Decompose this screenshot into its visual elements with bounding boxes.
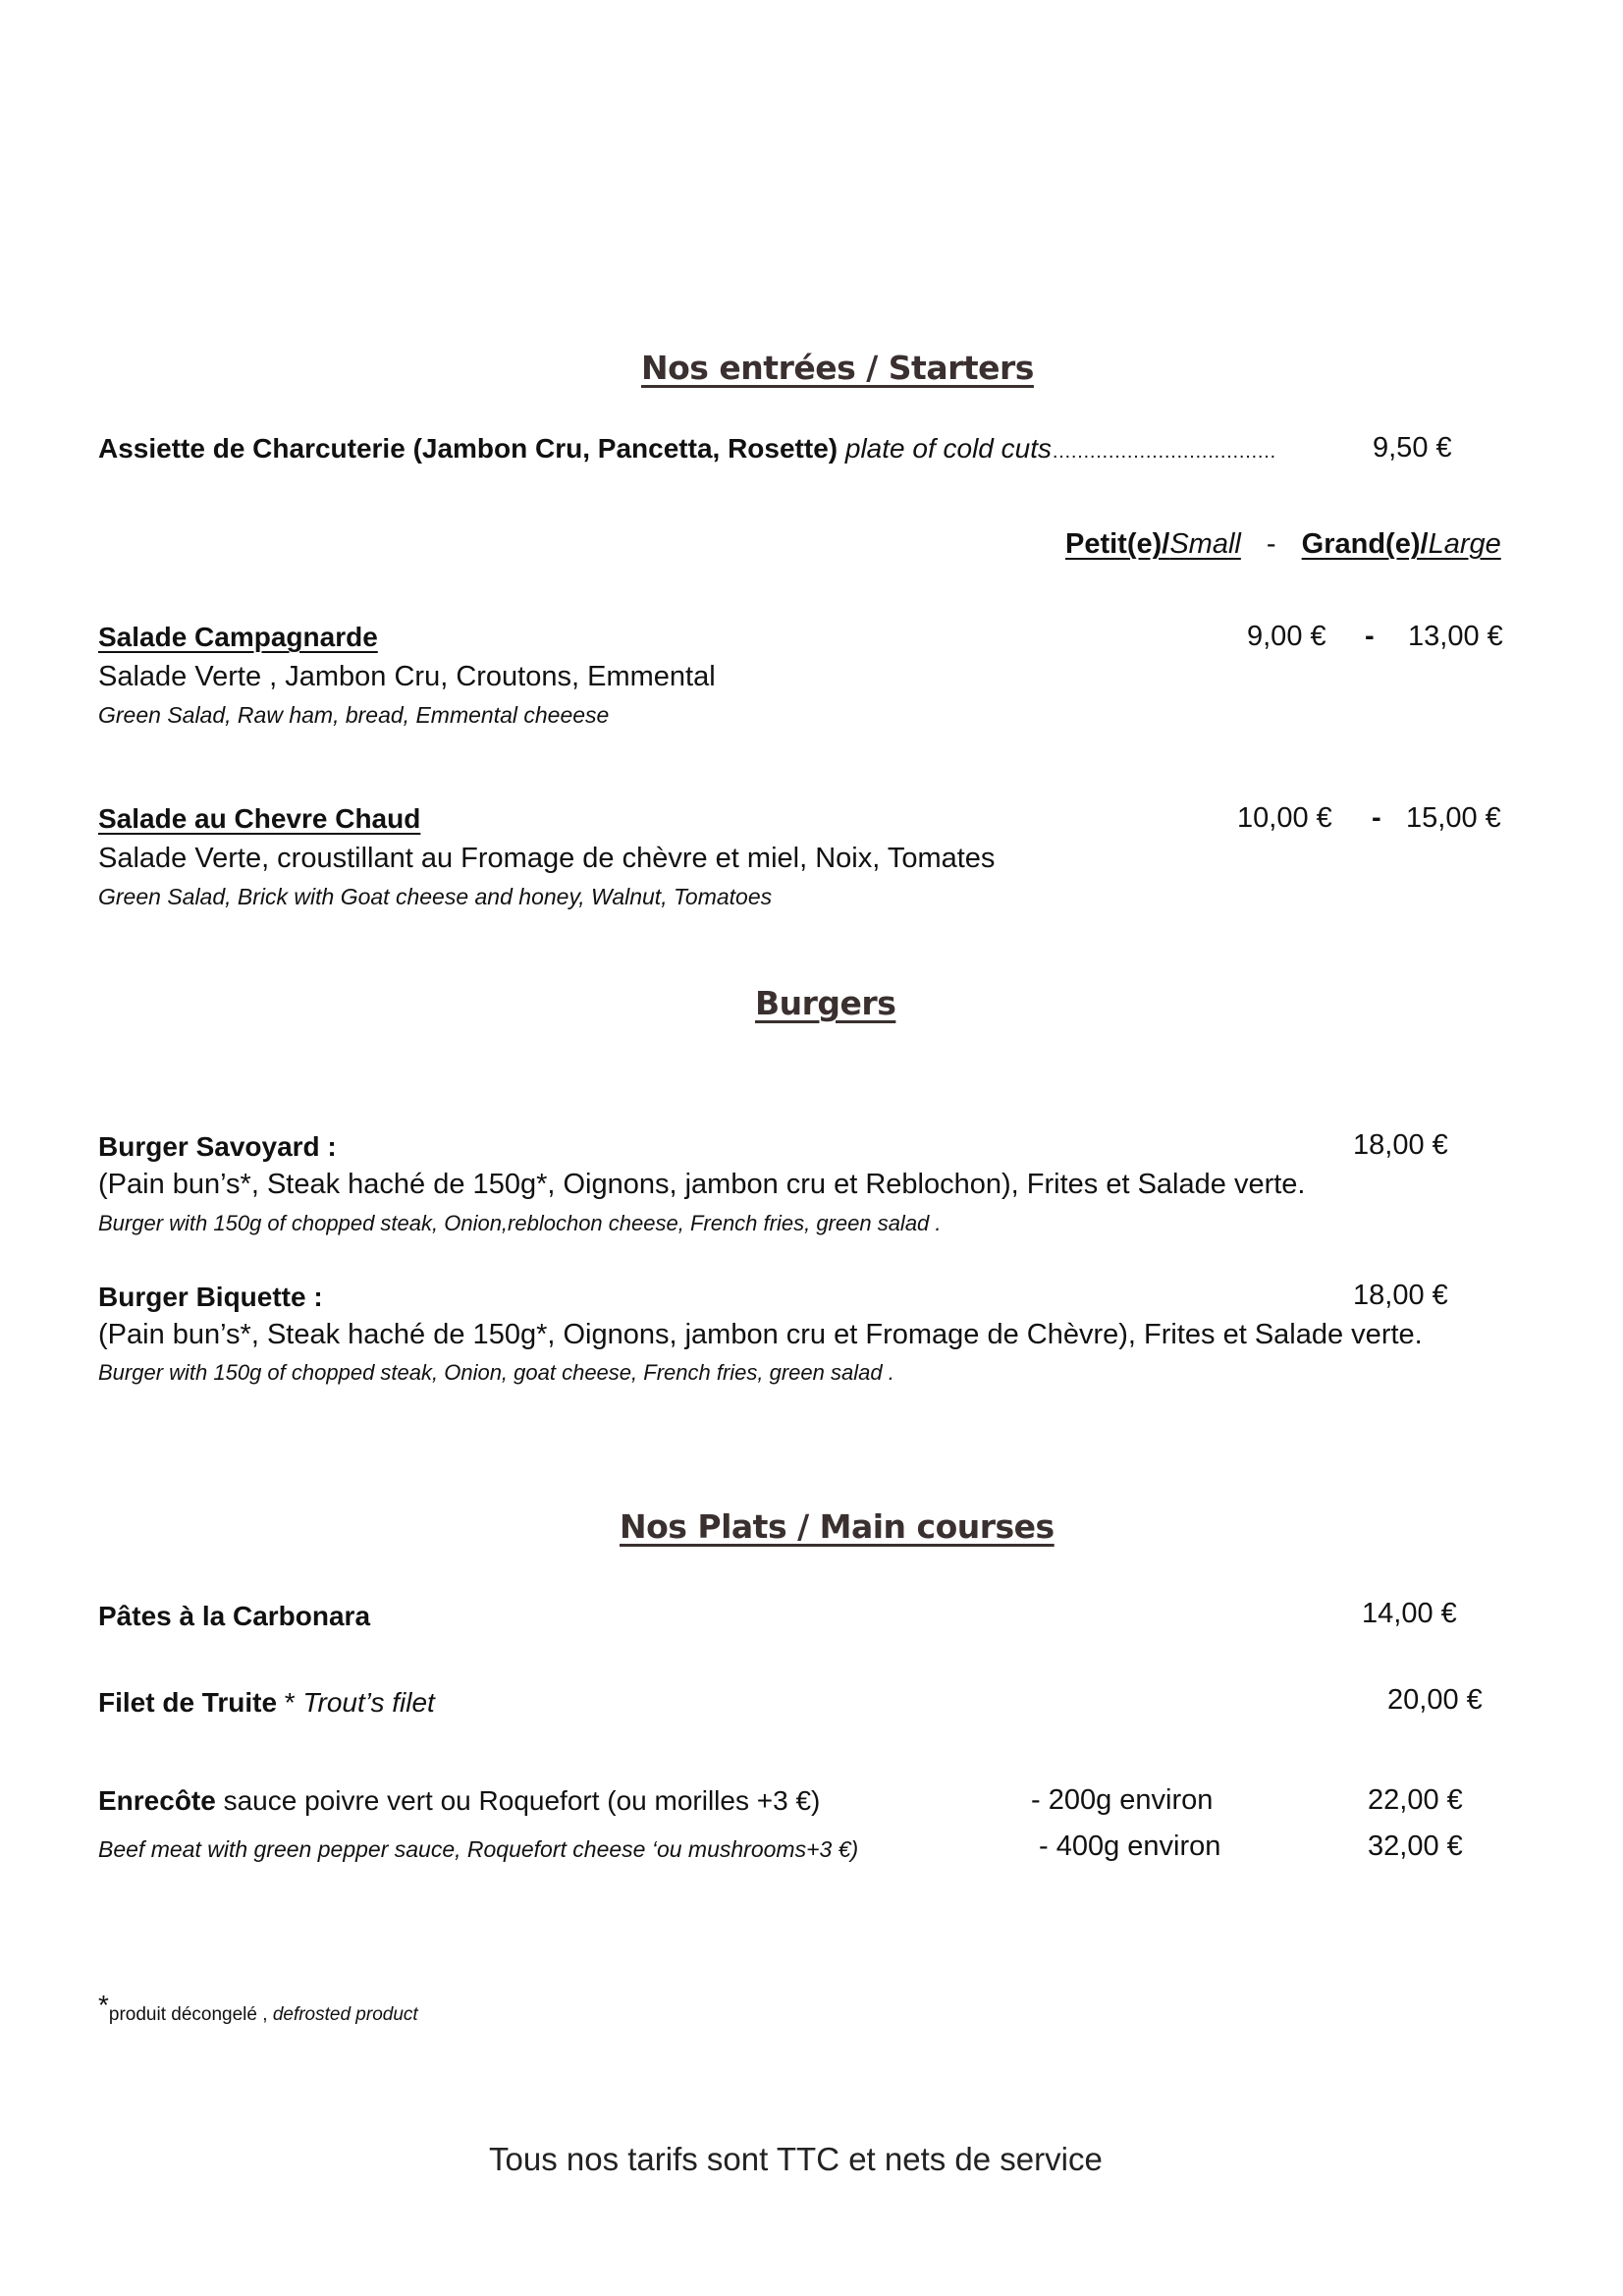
weight-option: - 200g environ xyxy=(1031,1784,1214,1816)
price-separator: - xyxy=(1372,802,1381,834)
option-price: 32,00 € xyxy=(1368,1831,1463,1862)
price-small: 9,00 € xyxy=(1247,621,1326,652)
dot-leader: ……………………………… xyxy=(1052,441,1275,463)
item-translation: Burger with 150g of chopped steak, Onion,reblochon cheese, French fries, green salad . xyxy=(98,1211,942,1235)
item-price: 18,00 € xyxy=(1353,1129,1448,1161)
item-description: (Pain bun’s*, Steak haché de 150g*, Oignons, jambon cru et Reblochon), Frites et Salade verte. xyxy=(98,1169,1306,1200)
size-small-label: Petit(e)/Small xyxy=(1065,528,1241,560)
price-small: 10,00 € xyxy=(1237,802,1332,834)
item-name-burger-savoyard: Burger Savoyard : xyxy=(98,1131,337,1162)
menu-item-trout xyxy=(98,1687,435,1719)
item-name-burger-biquette: Burger Biquette : xyxy=(98,1282,323,1312)
item-name-salade-chevre-chaud: Salade au Chevre Chaud xyxy=(98,803,421,834)
item-translation: Burger with 150g of chopped steak, Onion, goat cheese, French fries, green salad . xyxy=(98,1360,894,1385)
item-price: 14,00 € xyxy=(1362,1598,1457,1629)
size-large-label: Grand(e)/Large xyxy=(1301,528,1501,560)
section-title-burgers: Burgers xyxy=(755,984,896,1022)
item-description: sauce poivre vert ou Roquefort (ou morilles +3 €) xyxy=(215,1785,821,1816)
footnote-mark: * xyxy=(98,1990,109,2020)
item-name-carbonara: Pâtes à la Carbonara xyxy=(98,1601,371,1631)
asterisk-mark: * xyxy=(277,1687,303,1718)
section-title-starters: Nos entrées / Starters xyxy=(641,349,1034,387)
item-translation: Green Salad, Brick with Goat cheese and honey, Walnut, Tomatoes xyxy=(98,884,773,909)
item-description: (Pain bun’s*, Steak haché de 150g*, Oignons, jambon cru et Fromage de Chèvre), Frites et Salade verte. xyxy=(98,1319,1423,1350)
item-description: Salade Verte , Jambon Cru, Croutons, Emmental xyxy=(98,661,716,692)
item-translation: Trout’s filet xyxy=(302,1687,435,1718)
footnote-en: defrosted product xyxy=(272,2004,418,2025)
price-large: 15,00 € xyxy=(1406,802,1501,834)
item-name: Filet de Truite xyxy=(98,1687,278,1718)
price-large: 13,00 € xyxy=(1408,621,1503,652)
item-translation: Green Salad, Raw ham, bread, Emmental cheeese xyxy=(98,702,610,728)
item-price: 18,00 € xyxy=(1353,1280,1448,1311)
size-header xyxy=(1065,528,1501,561)
footer-note: Tous nos tarifs sont TTC et nets de service xyxy=(489,2141,1103,2177)
item-description: Salade Verte, croustillant au Fromage de chèvre et miel, Noix, Tomates xyxy=(98,843,996,874)
menu-item-cold-cuts xyxy=(98,433,1275,465)
item-translation: plate of cold cuts xyxy=(844,433,1052,464)
item-name: Enrecôte xyxy=(98,1785,216,1816)
footnote-fr: produit décongelé , xyxy=(108,2004,273,2025)
section-title-main-courses: Nos Plats / Main courses xyxy=(620,1507,1055,1546)
item-price: 20,00 € xyxy=(1387,1684,1483,1716)
footnote xyxy=(98,1990,418,2027)
price-separator: - xyxy=(1365,621,1375,652)
weight-option: - 400g environ xyxy=(1039,1831,1221,1862)
item-translation: Beef meat with green pepper sauce, Roquefort cheese ‘ou mushrooms+3 €) xyxy=(98,1836,859,1862)
size-separator: - xyxy=(1266,528,1276,560)
option-price: 22,00 € xyxy=(1368,1784,1463,1816)
item-name-salade-campagnarde: Salade Campagnarde xyxy=(98,622,378,652)
item-name: Assiette de Charcuterie (Jambon Cru, Pancetta, Rosette) xyxy=(98,433,839,464)
item-price: 9,50 € xyxy=(1373,432,1452,464)
menu-item-entrecote xyxy=(98,1785,820,1817)
